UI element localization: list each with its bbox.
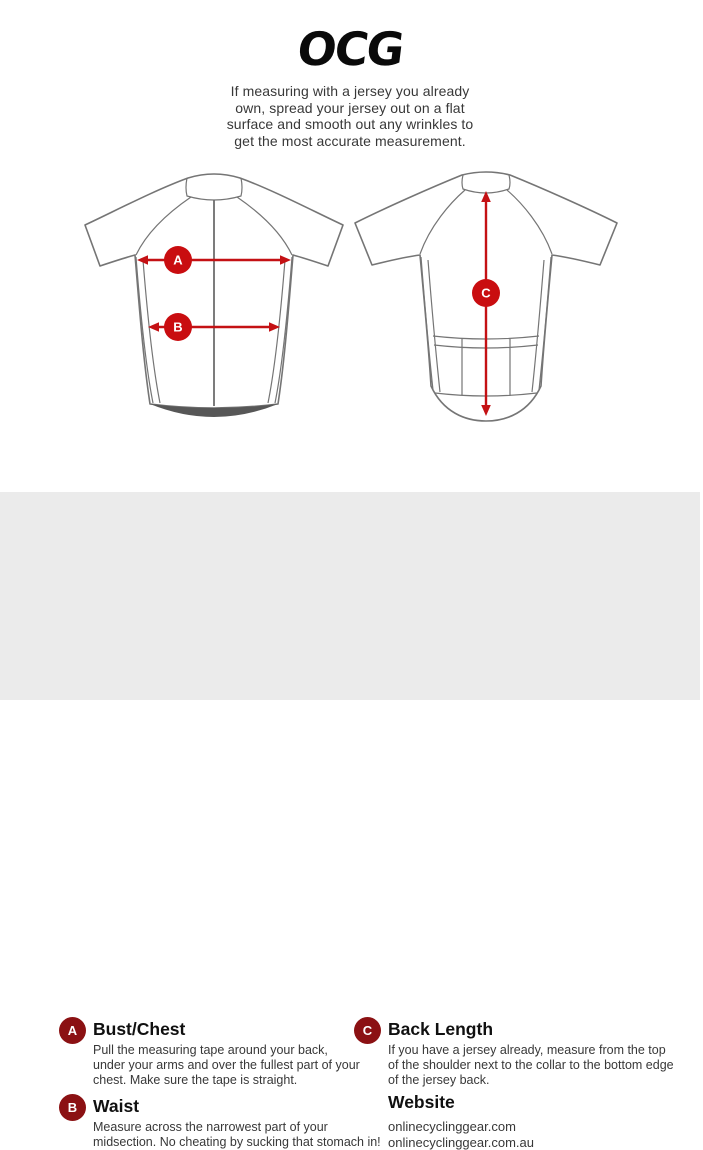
legend-body-line: under your arms and over the fullest part of your <box>93 1058 360 1073</box>
legend-title-waist: Waist <box>93 1096 381 1116</box>
intro-line: If measuring with a jersey you already <box>0 83 700 100</box>
legend-body-line: chest. Make sure the tape is straight. <box>93 1073 360 1088</box>
legend-badge-c-letter: C <box>363 1023 372 1038</box>
legend-badge-b <box>59 1094 86 1121</box>
ocg-logo: OCG <box>0 22 703 76</box>
marker-b-letter: B <box>173 320 182 335</box>
legend-item-waist <box>59 1094 381 1150</box>
legend-body-line: Measure across the narrowest part of your <box>93 1120 381 1135</box>
website-urls <box>388 1119 534 1150</box>
legend-item-bust-chest <box>59 1017 360 1089</box>
intro-line: get the most accurate measurement. <box>0 133 700 150</box>
legend-body-line: If you have a jersey already, measure from the top <box>388 1043 674 1058</box>
website-url: onlinecyclinggear.com <box>388 1119 534 1135</box>
intro-line: own, spread your jersey out on a flat <box>0 100 700 117</box>
marker-a-letter: A <box>173 253 183 268</box>
legend-item-back-length <box>354 1017 674 1089</box>
legend-badge-a <box>59 1017 86 1044</box>
legend-body-line: of the jersey back. <box>388 1073 674 1088</box>
legend-body-back-length <box>388 1043 674 1089</box>
legend-badge-a-letter: A <box>68 1023 77 1038</box>
intro-text <box>0 83 700 149</box>
back-jersey-diagram <box>345 158 635 443</box>
website-url: onlinecyclinggear.com.au <box>388 1135 534 1150</box>
front-jersey-diagram <box>60 158 340 443</box>
legend-body-bust-chest <box>93 1043 360 1089</box>
legend-body-waist <box>93 1120 381 1150</box>
legend-title-bust-chest: Bust/Chest <box>93 1019 360 1039</box>
marker-c-letter: C <box>481 286 491 301</box>
legend-title-back-length: Back Length <box>388 1019 674 1039</box>
legend-body-line: midsection. No cheating by sucking that stomach in! <box>93 1135 381 1150</box>
legend-section <box>0 492 700 700</box>
legend-badge-c <box>354 1017 381 1044</box>
legend-body-line: Pull the measuring tape around your back, <box>93 1043 360 1058</box>
website-title: Website <box>388 1092 534 1113</box>
intro-line: surface and smooth out any wrinkles to <box>0 116 700 133</box>
website-block <box>388 1092 534 1150</box>
legend-badge-b-letter: B <box>68 1100 77 1115</box>
legend-body-line: of the shoulder next to the collar to the bottom edge <box>388 1058 674 1073</box>
